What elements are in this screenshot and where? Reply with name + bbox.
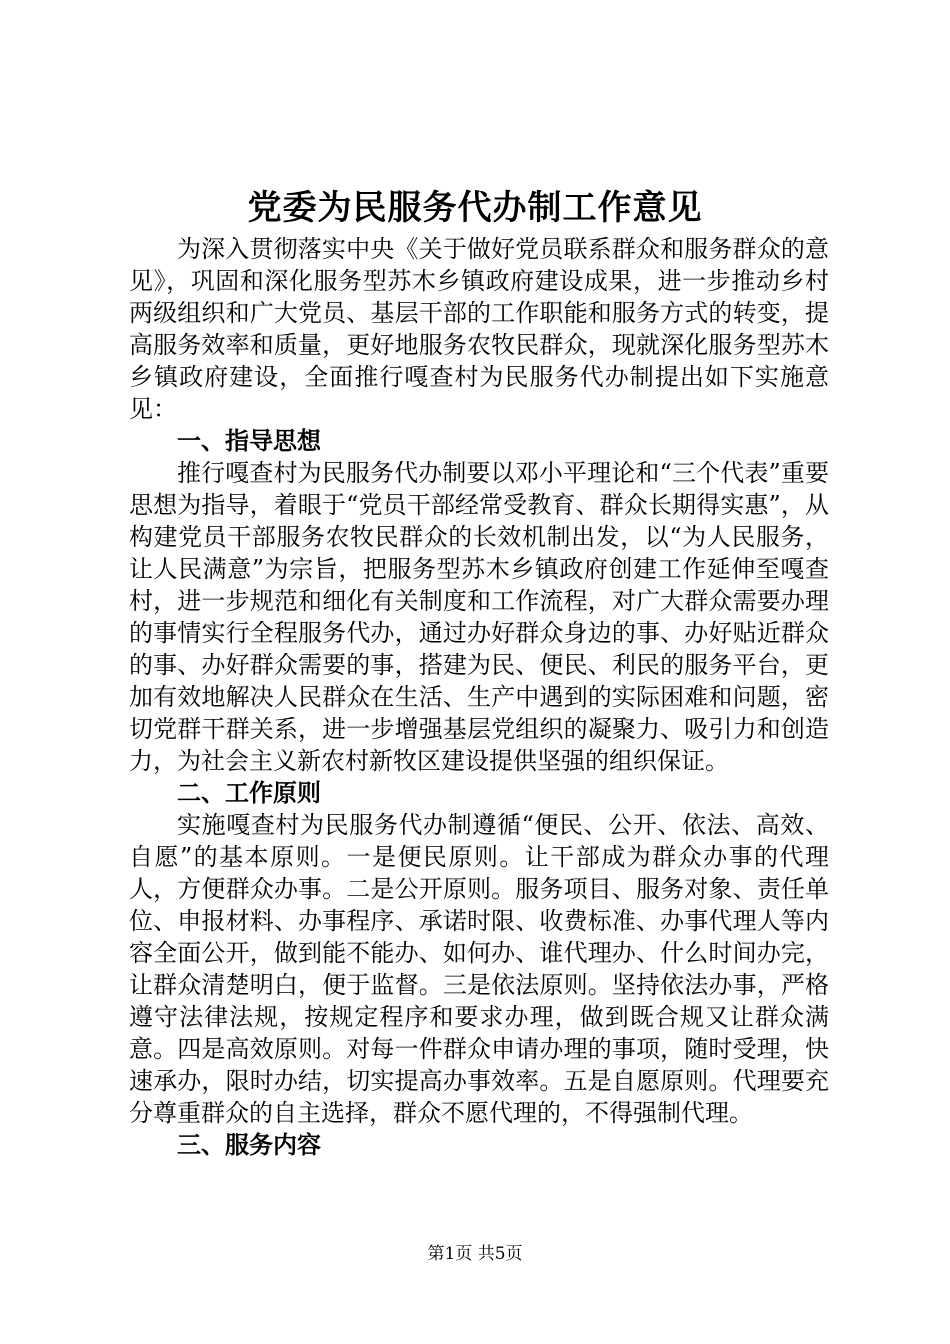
document-title: 党委为民服务代办制工作意见 (247, 188, 703, 228)
page-footer: 第1页 共5页 (427, 1244, 523, 1264)
section-heading-service-content: 三、服务内容 (177, 1131, 321, 1159)
section-paragraph-work-principles: 实施嘎查村为民服务代办制遵循“便民、公开、依法、高效、自愿”的基本原则。一是便民原则。让干部成为群众办事的代理人，方便群众办事。二是公开原则。服务项目、服务对象、责任单位、申报材料、办事程序、承诺时限、收费标准、办事代理人等内容全面公开，做到能不能办、如何办、谁代理办、什么时间办完，让群众清楚明白，便于监督。三是依法原则。坚持依法办事，严格遵守法律法规，按规定程序和要求办理，做到既合规又让群众满意。四是高效原则。对每一件群众申请办理的事项，随时受理，快速承办，限时办结，切实提高办事效率。五是自愿原则。代理要充分尊重群众的自主选择，群众不愿代理的，不得强制代理。 (129, 811, 829, 1127)
section-heading-work-principles: 二、工作原则 (177, 779, 321, 807)
section-paragraph-guiding-ideology: 推行嘎查村为民服务代办制要以邓小平理论和“三个代表”重要思想为指导，着眼于“党员干部经常受教育、群众长期得实惠”，从构建党员干部服务农牧民群众的长效机制出发，以“为人民服务，让人民满意”为宗旨，把服务型苏木乡镇政府创建工作延伸至嘎查村，进一步规范和细化有关制度和工作流程，对广大群众需要办理的事情实行全程服务代办，通过办好群众身边的事、办好贴近群众的事、办好群众需要的事，搭建为民、便民、利民的服务平台，更加有效地解决人民群众在生活、生产中遇到的实际困难和问题，密切党群干群关系，进一步增强基层党组织的凝聚力、吸引力和创造力，为社会主义新农村新牧区建设提供坚强的组织保证。 (129, 459, 829, 775)
document-body (129, 233, 829, 1161)
intro-paragraph: 为深入贯彻落实中央《关于做好党员联系群众和服务群众的意见》，巩固和深化服务型苏木乡镇政府建设成果，进一步推动乡村两级组织和广大党员、基层干部的工作职能和服务方式的转变，提高服务效率和质量，更好地服务农牧民群众，现就深化服务型苏木乡镇政府建设，全面推行嘎查村为民服务代办制提出如下实施意见： (129, 235, 829, 423)
section-heading-guiding-ideology: 一、指导思想 (177, 427, 321, 455)
